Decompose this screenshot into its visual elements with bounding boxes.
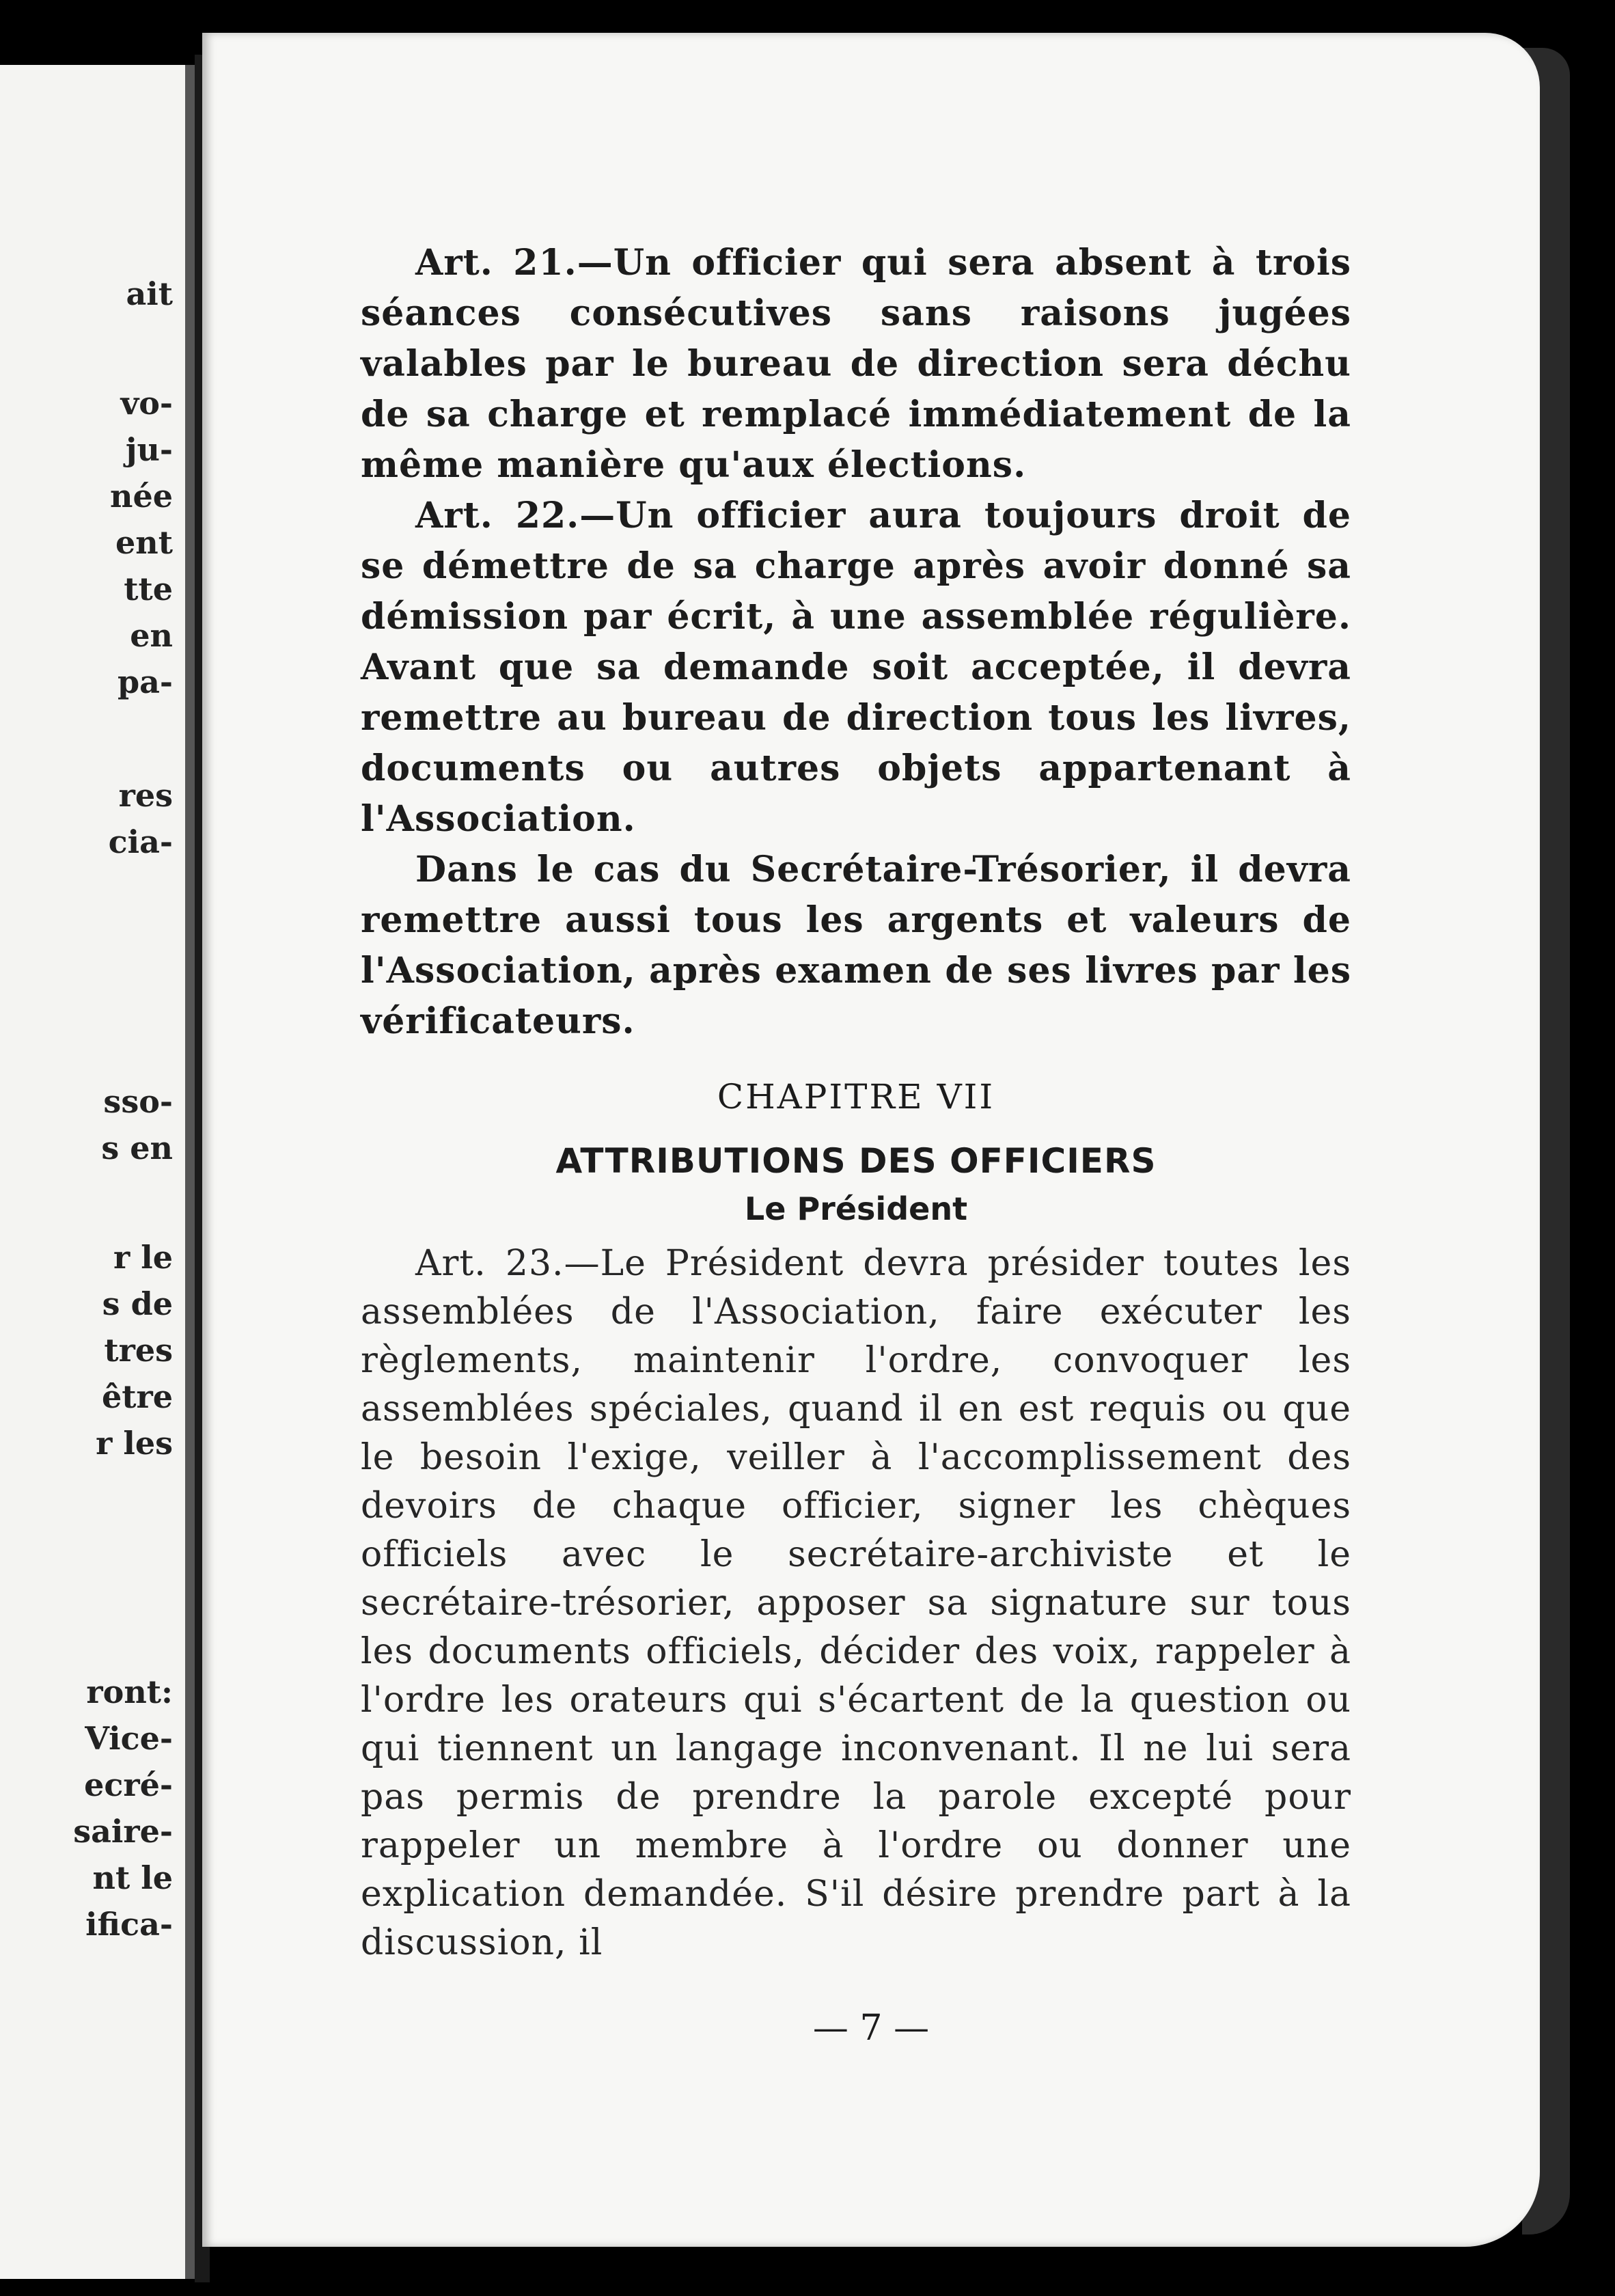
subsection-title: Le Président	[744, 1190, 968, 1227]
left-fragment: r le	[113, 1239, 173, 1276]
left-fragment: s de	[102, 1285, 173, 1322]
left-page-fragment	[0, 65, 195, 2279]
left-fragment: ifica-	[85, 1906, 173, 1943]
left-fragment: tte	[124, 571, 173, 607]
chapter-heading: CHAPITRE VII	[717, 1077, 995, 1117]
article-22: Art. 22.—Un officier aura toujours droit de se démettre de sa charge après avoir donné sa démission par écrit, à une assemblée régulière. Avant que sa demande soit acceptée, il devra remettre au bureau de direction tous les livres, documents ou autres objets appartenant à l'Association.	[361, 495, 1351, 840]
article-22-continuation: Dans le cas du Secrétaire-Trésorier, il devra remettre aussi tous les argents et valeurs de l'Association, après examen de ses livres par les vérificateurs.	[361, 849, 1351, 1042]
left-fragment: cia-	[108, 823, 173, 860]
book-page	[202, 33, 1540, 2247]
left-fragment: r les	[96, 1425, 173, 1462]
left-fragment: vo-	[120, 385, 173, 422]
page-text	[361, 238, 1351, 1967]
left-fragment: s en	[101, 1130, 173, 1166]
left-fragment: ait	[126, 275, 173, 312]
left-fragment: ju-	[125, 431, 173, 468]
section-title: ATTRIBUTIONS DES OFFICIERS	[555, 1141, 1157, 1181]
left-fragment: pa-	[117, 664, 173, 700]
left-fragment: nt le	[92, 1859, 173, 1896]
left-fragment: sso-	[103, 1083, 173, 1120]
left-fragment: tres	[104, 1332, 173, 1369]
left-fragment: en	[130, 617, 173, 654]
left-fragment: ront:	[86, 1673, 173, 1710]
article-21: Art. 21.—Un officier qui sera absent à trois séances consécutives sans raisons jugées valables par le bureau de direction sera déchu de sa charge et remplacé immédiatement de la même manière qu'aux élections.	[361, 242, 1351, 486]
article-23: Art. 23.—Le Président devra présider toutes les assemblées de l'Association, faire exécuter les règlements, maintenir l'ordre, convoquer les assemblées spéciales, quand il en est requis ou que le besoin l'exige, veiller à l'accomplissement des devoirs de chaque officier, signer les chèques officiels avec le secrétaire-archiviste et le secrétaire-trésorier, apposer sa signature sur tous les documents officiels, décider des voix, rappeler à l'ordre les orateurs qui s'écartent de la question ou qui tiennent un langage inconvenant. Il ne lui sera pas permis de prendre la parole excepté pour rappeler un membre à l'ordre ou donner une explication demandée. S'il désire prendre part à la discussion, il	[361, 1243, 1351, 1963]
left-fragment: Vice-	[85, 1720, 173, 1757]
left-fragment: née	[110, 478, 173, 515]
left-fragment: être	[101, 1378, 173, 1415]
left-fragment: ecré-	[84, 1766, 173, 1803]
left-fragment: ent	[115, 524, 173, 561]
page-number: — 7 —	[812, 2008, 930, 2049]
left-fragment: res	[118, 777, 173, 814]
left-fragment: saire-	[73, 1813, 173, 1850]
